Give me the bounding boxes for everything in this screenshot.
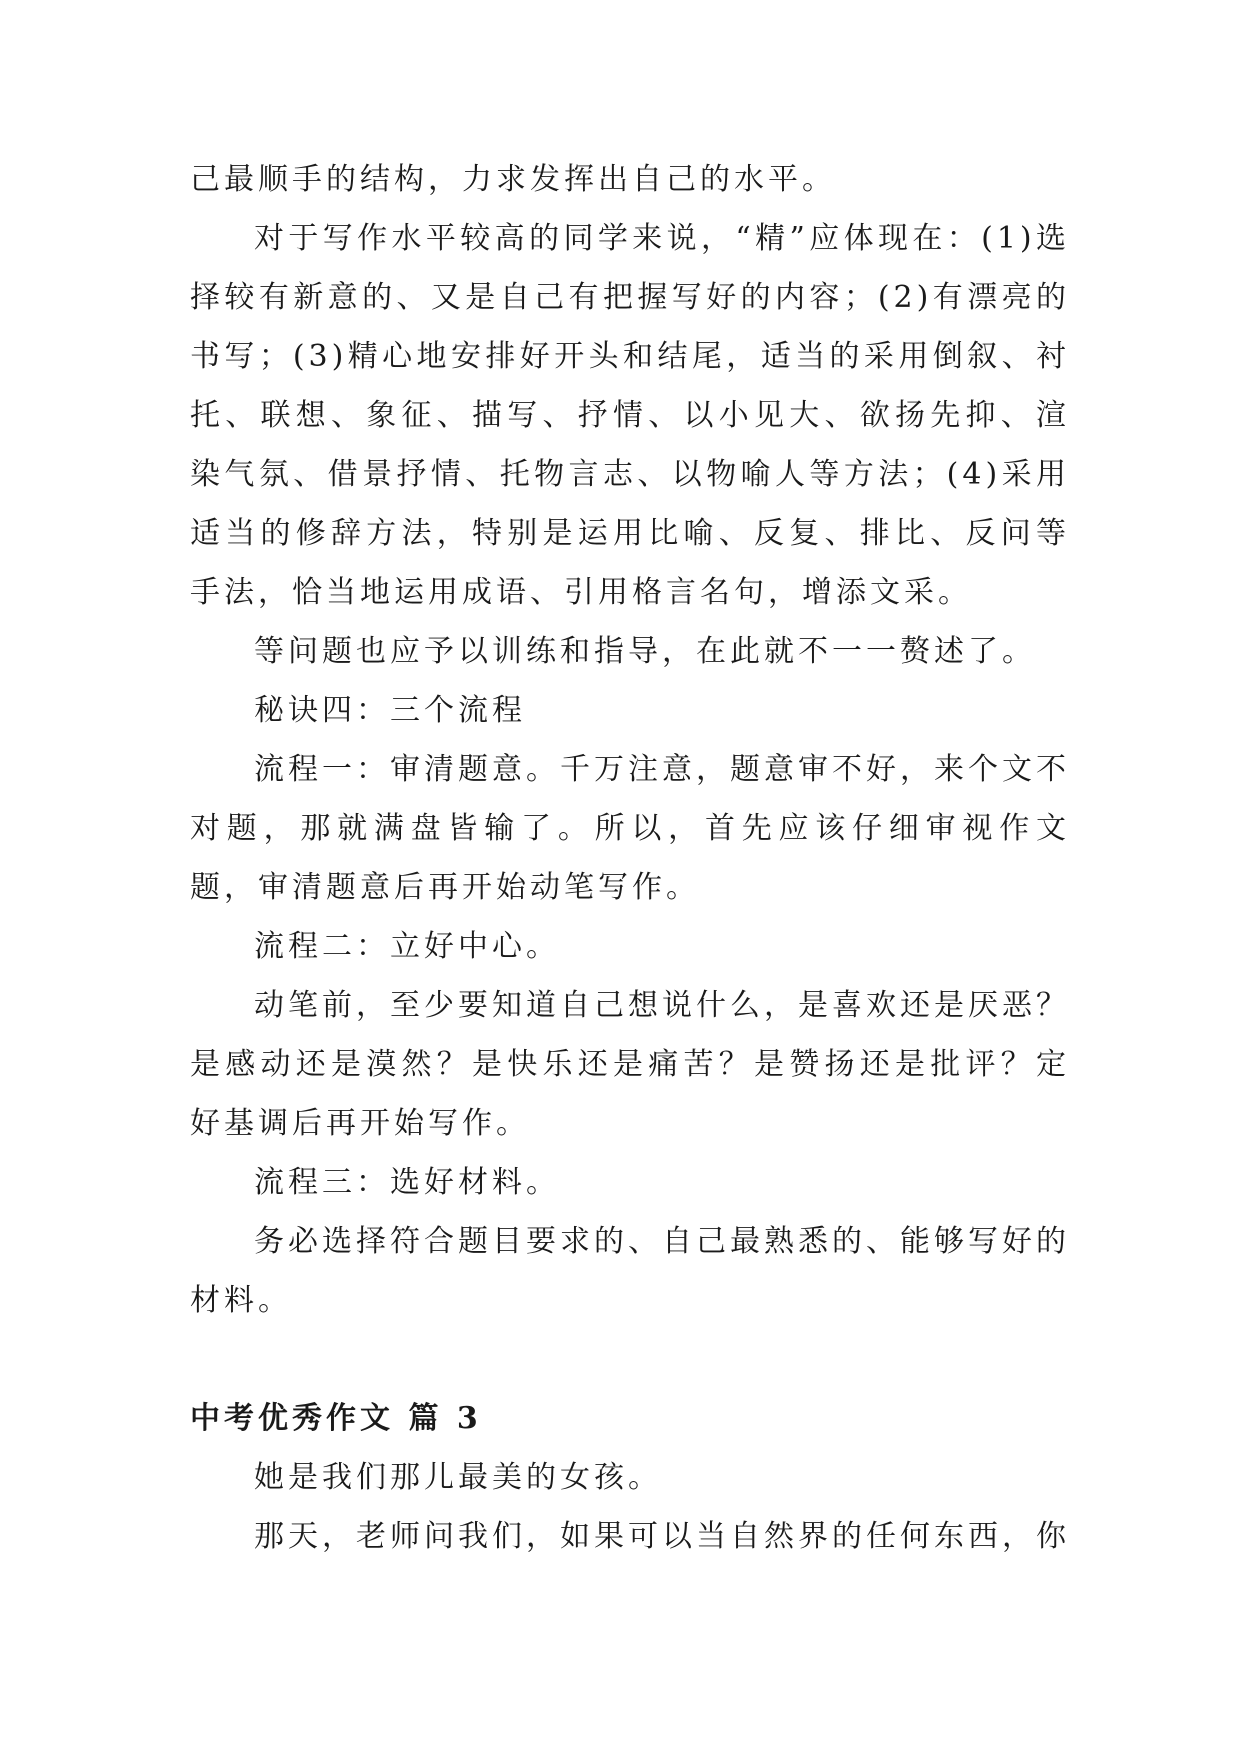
paragraph: 动笔前，至少要知道自己想说什么，是喜欢还是厌恶？是感动还是漠然？是快乐还是痛苦？是赞扬还是批评？定好基调后再开始写作。 bbox=[190, 988, 1070, 1141]
paragraph: 她是我们那儿最美的女孩。 bbox=[254, 1460, 662, 1495]
paragraph: 那天，老师问我们，如果可以当自然界的任何东西，你 bbox=[254, 1519, 1070, 1554]
paragraph: 流程三：选好材料。 bbox=[254, 1165, 560, 1200]
paragraph: 对于写作水平较高的同学来说，“精”应体现在：(1)选择较有新意的、又是自己有把握写好的内容；(2)有漂亮的书写；(3)精心地安排好开头和结尾，适当的采用倒叙、衬托、联想、象征、描写、抒情、以小见大、欲扬先抑、渲染气氛、借景抒情、托物言志、以物喻人等方法；(4)采用适当的修辞方法，特别是运用比喻、反复、排比、反问等手法，恰当地运用成语、引用格言名句，增添文采。 bbox=[190, 221, 1070, 610]
paragraph: 流程一：审清题意。千万注意，题意审不好，来个文不对题，那就满盘皆输了。所以，首先应该仔细审视作文题，审清题意后再开始动笔写作。 bbox=[190, 752, 1070, 905]
paragraph: 己最顺手的结构，力求发挥出自己的水平。 bbox=[190, 162, 836, 197]
paragraph: 务必选择符合题目要求的、自己最熟悉的、能够写好的材料。 bbox=[190, 1224, 1070, 1318]
paragraph: 秘诀四：三个流程 bbox=[254, 693, 526, 728]
section-heading: 中考优秀作文 篇 3 bbox=[190, 1401, 482, 1436]
paragraph: 流程二：立好中心。 bbox=[254, 929, 560, 964]
document-body bbox=[190, 150, 1070, 1566]
paragraph: 等问题也应予以训练和指导，在此就不一一赘述了。 bbox=[254, 634, 1036, 669]
